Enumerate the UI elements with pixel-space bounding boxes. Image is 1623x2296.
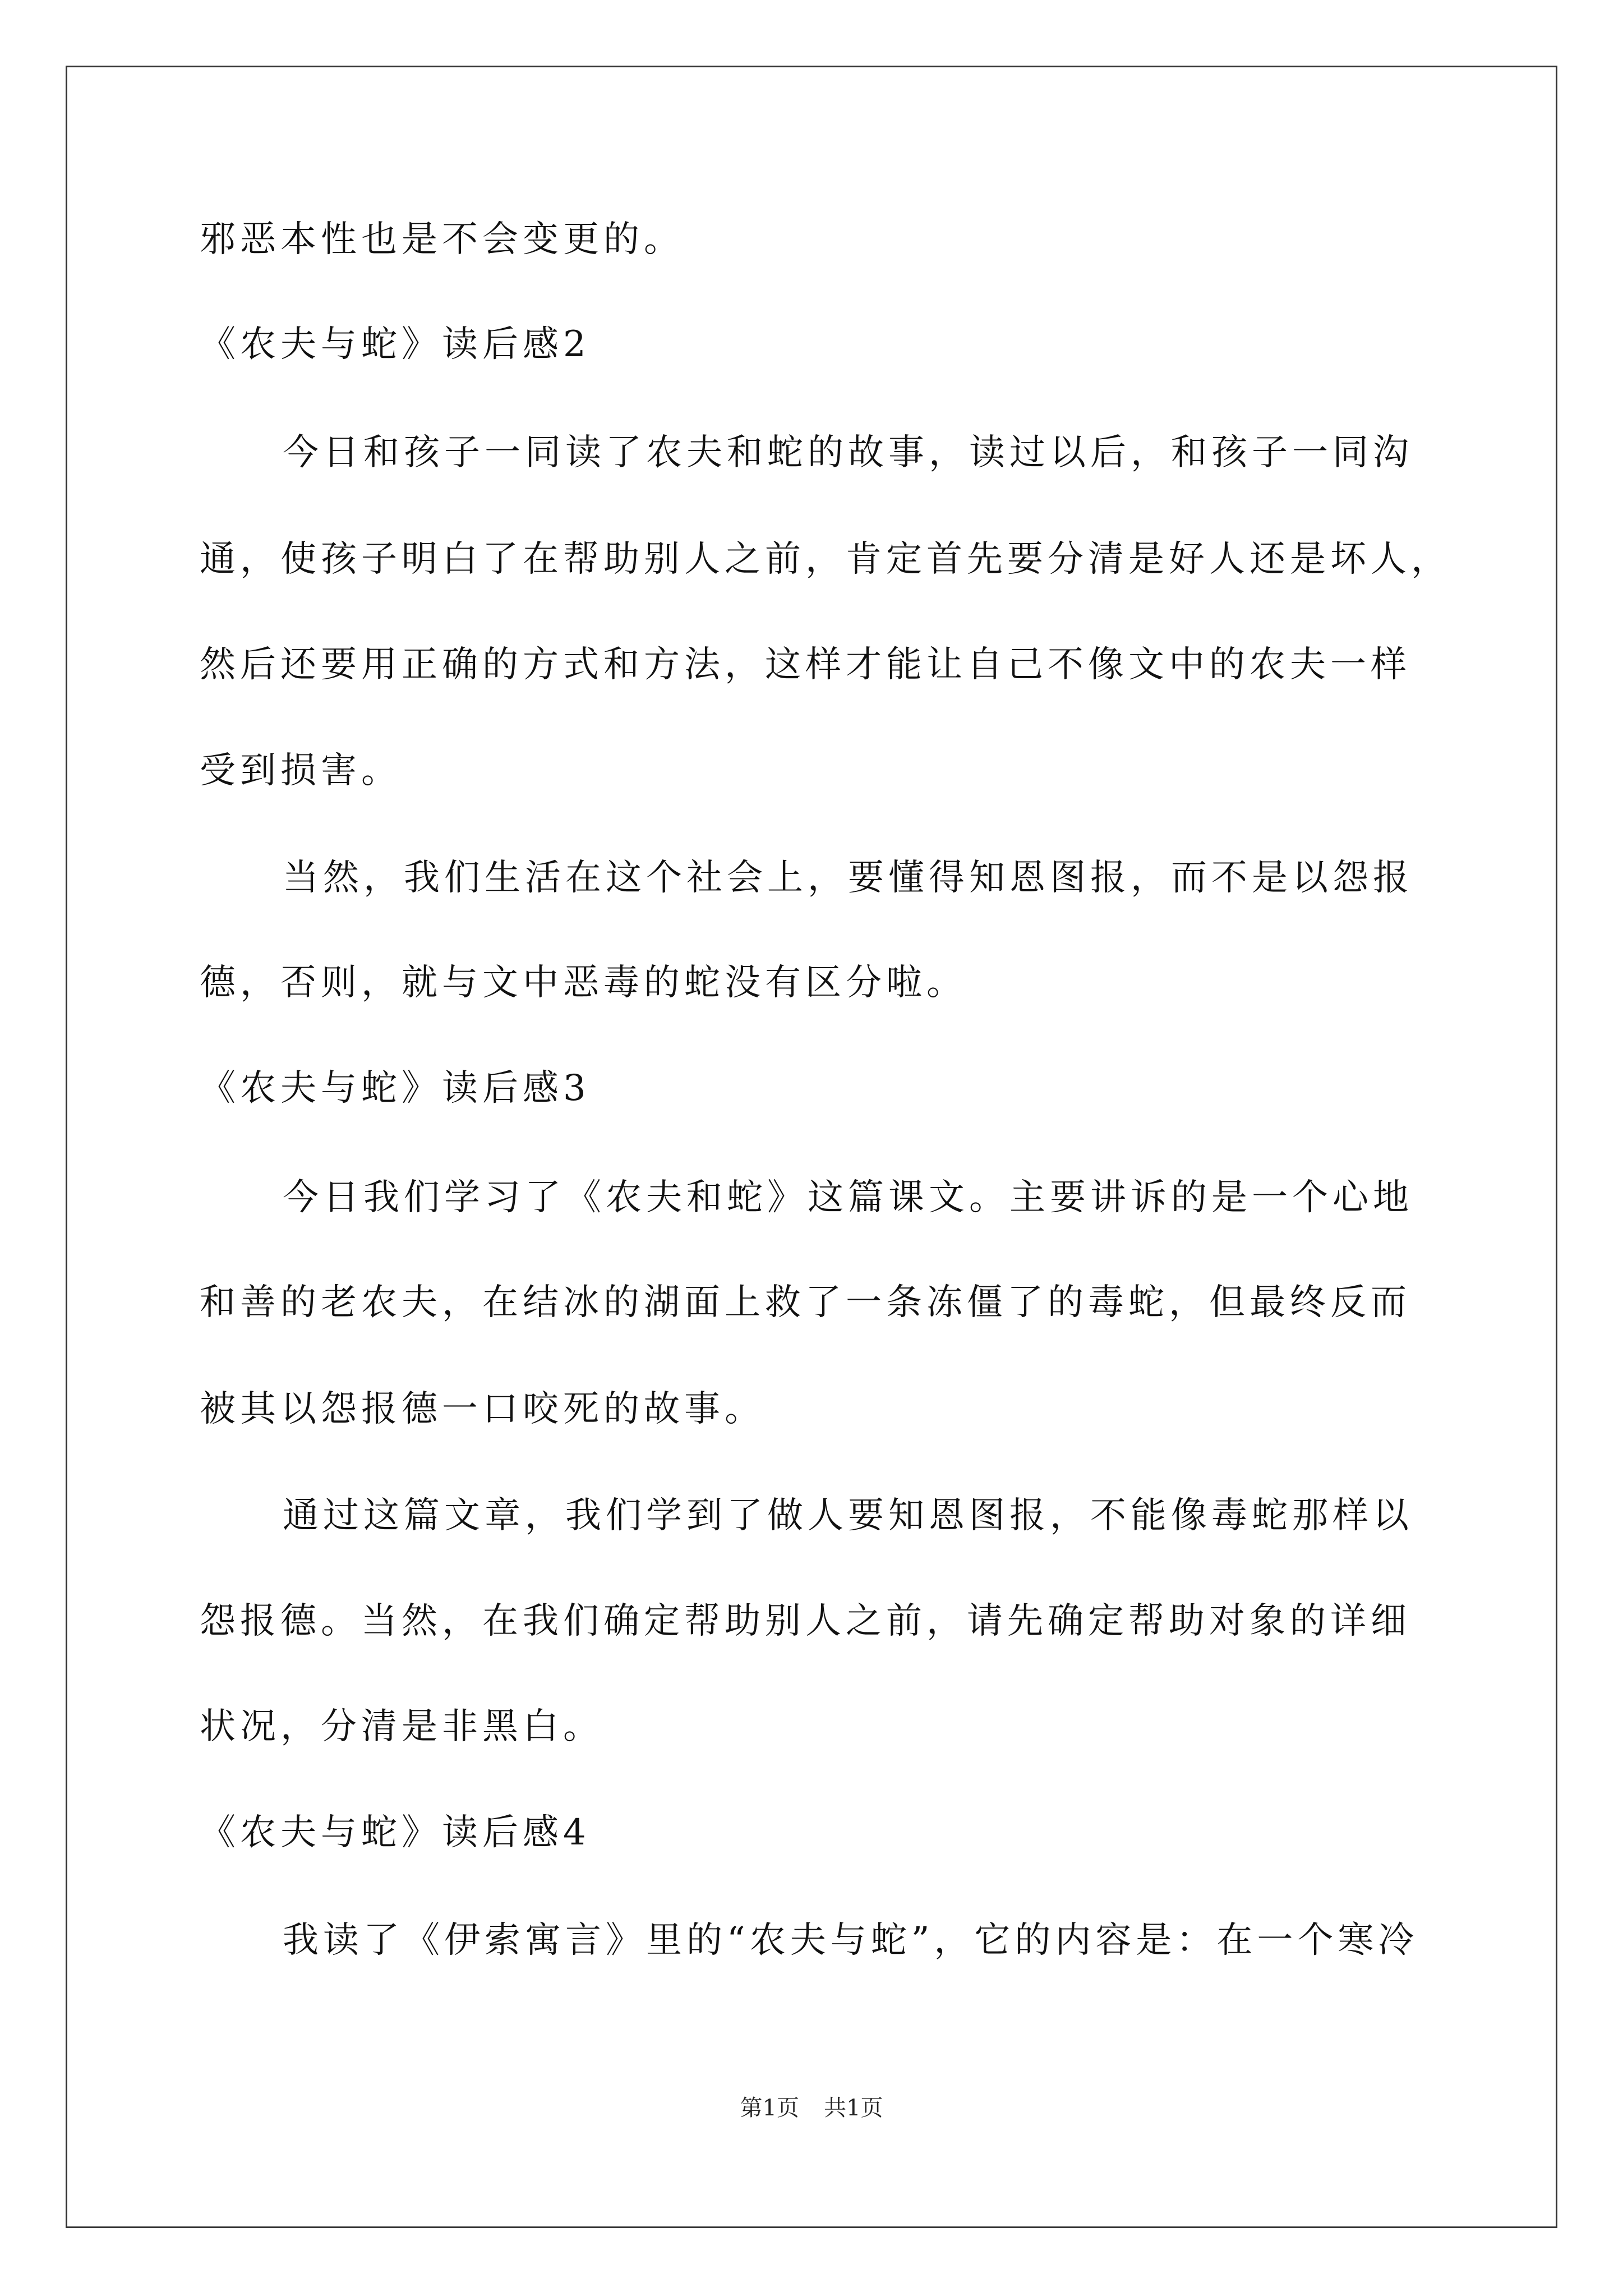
paragraph-line: 通，使孩子明白了在帮助别人之前，肯定首先要分清是好人还是坏人， — [200, 539, 1451, 580]
paragraph-line: 德，否则，就与文中恶毒的蛇没有区分啦。 — [200, 962, 967, 1004]
paragraph-line: 状况，分清是非黑白。 — [200, 1706, 603, 1747]
section-heading: 《农夫与蛇》读后感4 — [200, 1812, 591, 1853]
page-number-current: 第1页 — [740, 2095, 799, 2121]
paragraph-line: 和善的老农夫，在结冰的湖面上救了一条冻僵了的毒蛇，但最终反而 — [200, 1282, 1411, 1323]
paragraph-line: 怨报德。当然，在我们确定帮助别人之前，请先确定帮助对象的详细 — [200, 1600, 1411, 1642]
page-footer — [0, 2097, 1623, 2119]
paragraph-line: 受到损害。 — [200, 750, 402, 792]
paragraph-line: 今日我们学习了《农夫和蛇》这篇课文。主要讲诉的是一个心地 — [283, 1177, 1413, 1218]
page-border — [66, 66, 1557, 2228]
paragraph-line: 通过这篇文章，我们学到了做人要知恩图报，不能像毒蛇那样以 — [283, 1495, 1413, 1536]
paragraph-line: 被其以怨报德一口咬死的故事。 — [200, 1388, 765, 1430]
section-heading: 《农夫与蛇》读后感3 — [200, 1068, 591, 1109]
page-number-total: 共1页 — [824, 2095, 883, 2121]
text-line: 邪恶本性也是不会变更的。 — [200, 219, 684, 260]
paragraph-line: 然后还要用正确的方式和方法，这样才能让自己不像文中的农夫一样 — [200, 644, 1411, 685]
paragraph-line: 我读了《伊索寓言》里的“农夫与蛇”，它的内容是：在一个寒冷 — [283, 1920, 1419, 1961]
section-heading: 《农夫与蛇》读后感2 — [200, 324, 591, 365]
paragraph-line: 当然，我们生活在这个社会上，要懂得知恩图报，而不是以怨报 — [283, 857, 1413, 899]
paragraph-line: 今日和孩子一同读了农夫和蛇的故事，读过以后，和孩子一同沟 — [283, 432, 1413, 473]
